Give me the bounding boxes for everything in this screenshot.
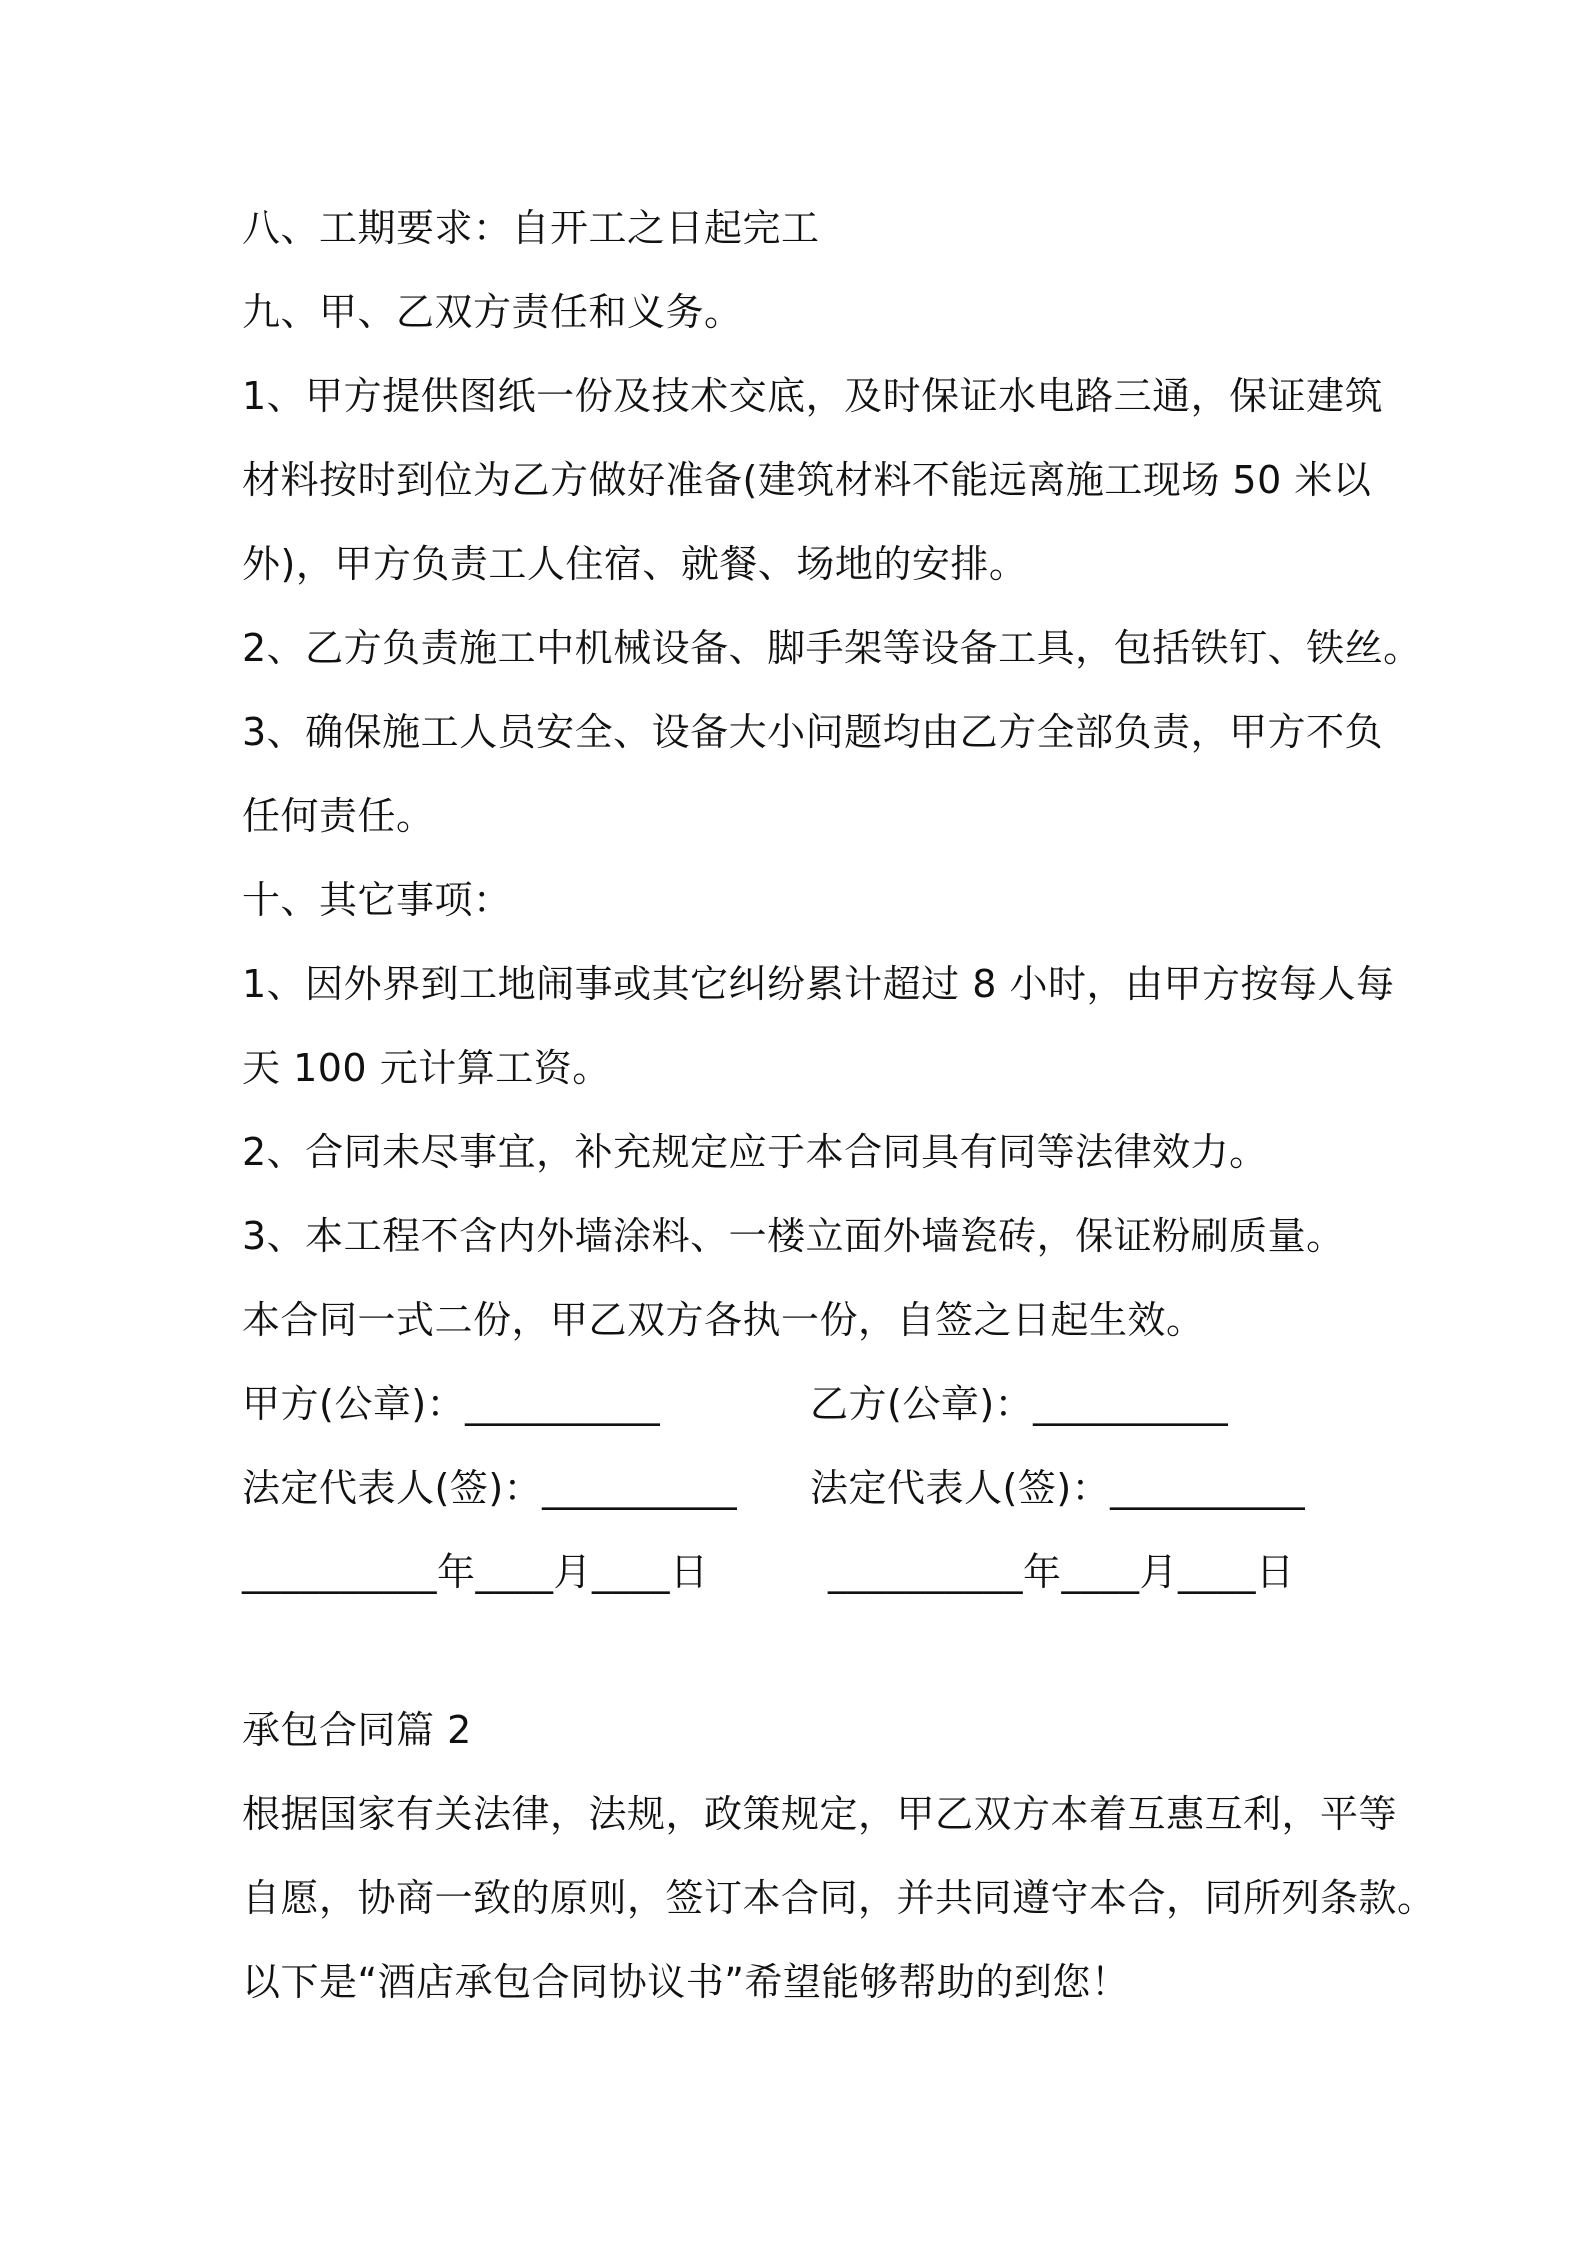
section-9-item-1-line-2: 材料按时到位为乙方做好准备(建筑材料不能远离施工现场 50 米以 [242,458,1372,502]
section-10-item-1-line-1: 1、因外界到工地闹事或其它纠纷累计超过 8 小时，由甲方按每人每 [242,962,1395,1006]
party-b-seal-field: 乙方(公章)：__________ [810,1382,1229,1426]
part-2-intro-line-3: 以下是“酒店承包合同协议书”希望能够帮助的到您！ [242,1960,1130,2004]
party-a-date-field: __________年____月____日 [242,1550,709,1594]
part-2-intro-line-1: 根据国家有关法律，法规，政策规定，甲乙双方本着互惠互利，平等 [242,1792,1398,1836]
part-2-intro-line-2: 自愿，协商一致的原则，签订本合同，并共同遵守本合，同所列条款。 [242,1876,1436,1920]
party-a-representative-field: 法定代表人(签)：__________ [242,1466,738,1510]
party-b-representative-field: 法定代表人(签)：__________ [810,1466,1306,1510]
party-b-date-field: __________年____月____日 [828,1550,1295,1594]
section-9-item-1-line-1: 1、甲方提供图纸一份及技术交底，及时保证水电路三通，保证建筑 [242,374,1384,418]
party-a-seal-field: 甲方(公章)：__________ [242,1382,661,1426]
copies-clause: 本合同一式二份，甲乙双方各执一份，自签之日起生效。 [242,1298,1205,1342]
part-2-title: 承包合同篇 2 [242,1708,472,1752]
section-10-item-1-line-2: 天 100 元计算工资。 [242,1046,611,1090]
section-9-heading: 九、甲、乙双方责任和义务。 [242,290,743,334]
section-10-item-3: 3、本工程不含内外墙涂料、一楼立面外墙瓷砖，保证粉刷质量。 [242,1214,1345,1258]
section-9-item-3-line-1: 3、确保施工人员安全、设备大小问题均由乙方全部负责，甲方不负 [242,710,1384,754]
section-10-heading: 十、其它事项： [242,878,512,922]
section-8-heading: 八、工期要求：自开工之日起完工 [242,206,820,250]
section-9-item-3-line-2: 任何责任。 [242,794,435,838]
section-9-item-1-line-3: 外)，甲方负责工人住宿、就餐、场地的安排。 [242,542,1028,586]
section-10-item-2: 2、合同未尽事宜，补充规定应于本合同具有同等法律效力。 [242,1130,1268,1174]
section-9-item-2: 2、乙方负责施工中机械设备、脚手架等设备工具，包括铁钉、铁丝。 [242,626,1422,670]
